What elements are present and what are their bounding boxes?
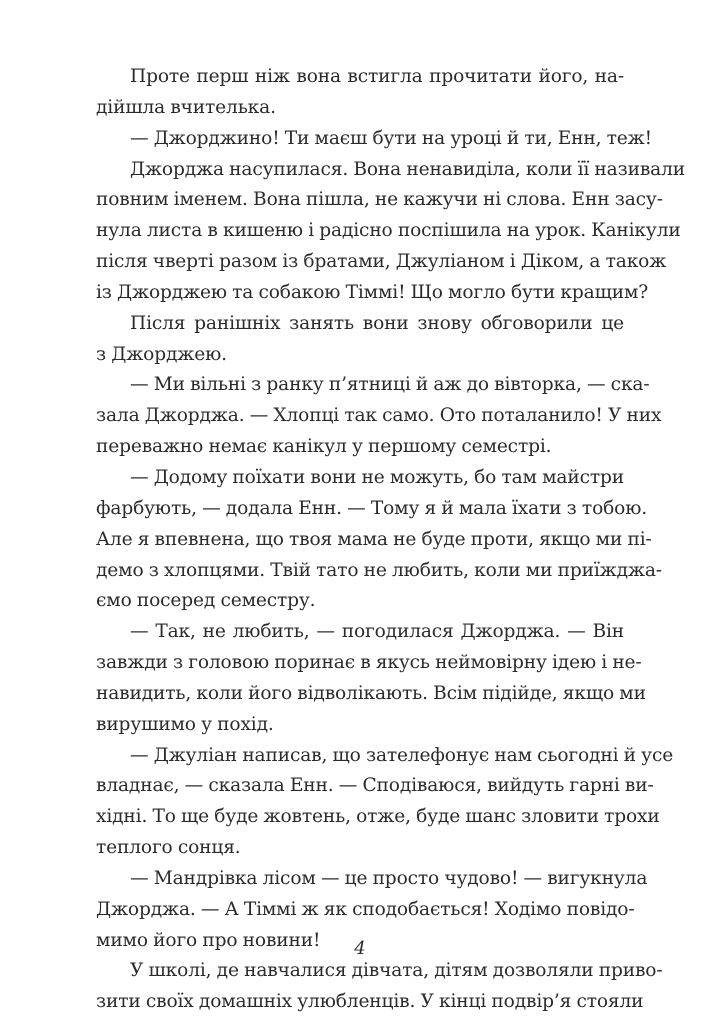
text-line: нула листа в кишеню і радісно поспішила на урок. Канікули xyxy=(96,220,681,242)
text-line: повним іменем. Вона пішла, не кажучи ні слова. Енн засу- xyxy=(96,189,663,211)
text-line: Але я впевнена, що твоя мама не буде проти, якщо ми пі- xyxy=(96,528,652,550)
text-line: демо з хлопцями. Твій тато не любить, коли ми приїжджа- xyxy=(96,559,662,581)
text-line: дійшла вчителька. xyxy=(96,96,276,118)
text-line: після чверті разом із братами, Джуліаном і Діком, а також xyxy=(96,251,667,273)
text-line: хідні. То ще буде жовтень, отже, буде шанс зловити трохи xyxy=(96,806,660,828)
text-line: завжди з головою поринає в якусь неймовірну ідею і не- xyxy=(96,652,642,674)
text-line: зала Джорджа. — Хлопці так само. Ото поталанило! У них xyxy=(96,405,662,427)
body-text xyxy=(96,62,685,1018)
text-line: — Джуліан написав, що зателефонує нам сьогодні й усе xyxy=(130,744,674,766)
text-line: ємо посеред семестру. xyxy=(96,590,316,612)
text-line: — Мандрівка лісом — це просто чудово! — вигукнула xyxy=(130,867,648,889)
text-line: — Джорджино! Ти маєш бути на уроці й ти, Енн, теж! xyxy=(130,127,652,149)
text-line: Після ранішніх занять вони знову обговорили це xyxy=(130,312,624,334)
text-line: із Джорджею та собакою Тіммі! Що могло бути кращим? xyxy=(96,281,649,303)
text-line: У школі, де навчалися дівчата, дітям дозволяли приво- xyxy=(130,960,663,982)
text-line: зити своїх домашніх улюбленців. У кінці подвір’я стояли xyxy=(96,991,644,1013)
text-line: Джорджа насупилася. Вона ненавиділа, коли її називали xyxy=(130,158,685,180)
text-line: навидить, коли його відволікають. Всім підійде, якщо ми xyxy=(96,682,646,704)
text-line: мимо його про новини! xyxy=(96,929,321,951)
text-line: теплого сонця. xyxy=(96,837,241,859)
page-number: 4 xyxy=(354,938,366,959)
text-line: — Так, не любить, — погодилася Джорджа. — Він xyxy=(130,621,624,643)
text-line: — Додому поїхати вони не можуть, бо там майстри xyxy=(130,466,624,488)
text-line: з Джорджею. xyxy=(96,343,227,365)
text-line: — Ми вільні з ранку п’ятниці й аж до вівторка, — ска- xyxy=(130,374,650,396)
text-line: фарбують, — додала Енн. — Тому я й мала їхати з тобою. xyxy=(96,497,648,519)
text-line: переважно немає канікул у першому семестрі. xyxy=(96,436,552,458)
text-line: Проте перш ніж вона встигла прочитати його, на- xyxy=(130,66,624,87)
text-line: владнає, — сказала Енн. — Сподіваюся, вийдуть гарні ви- xyxy=(96,775,654,797)
text-line: Джорджа. — А Тіммі ж як сподобається! Ходімо повідо- xyxy=(96,898,635,920)
text-line: вирушимо у похід. xyxy=(96,713,274,735)
